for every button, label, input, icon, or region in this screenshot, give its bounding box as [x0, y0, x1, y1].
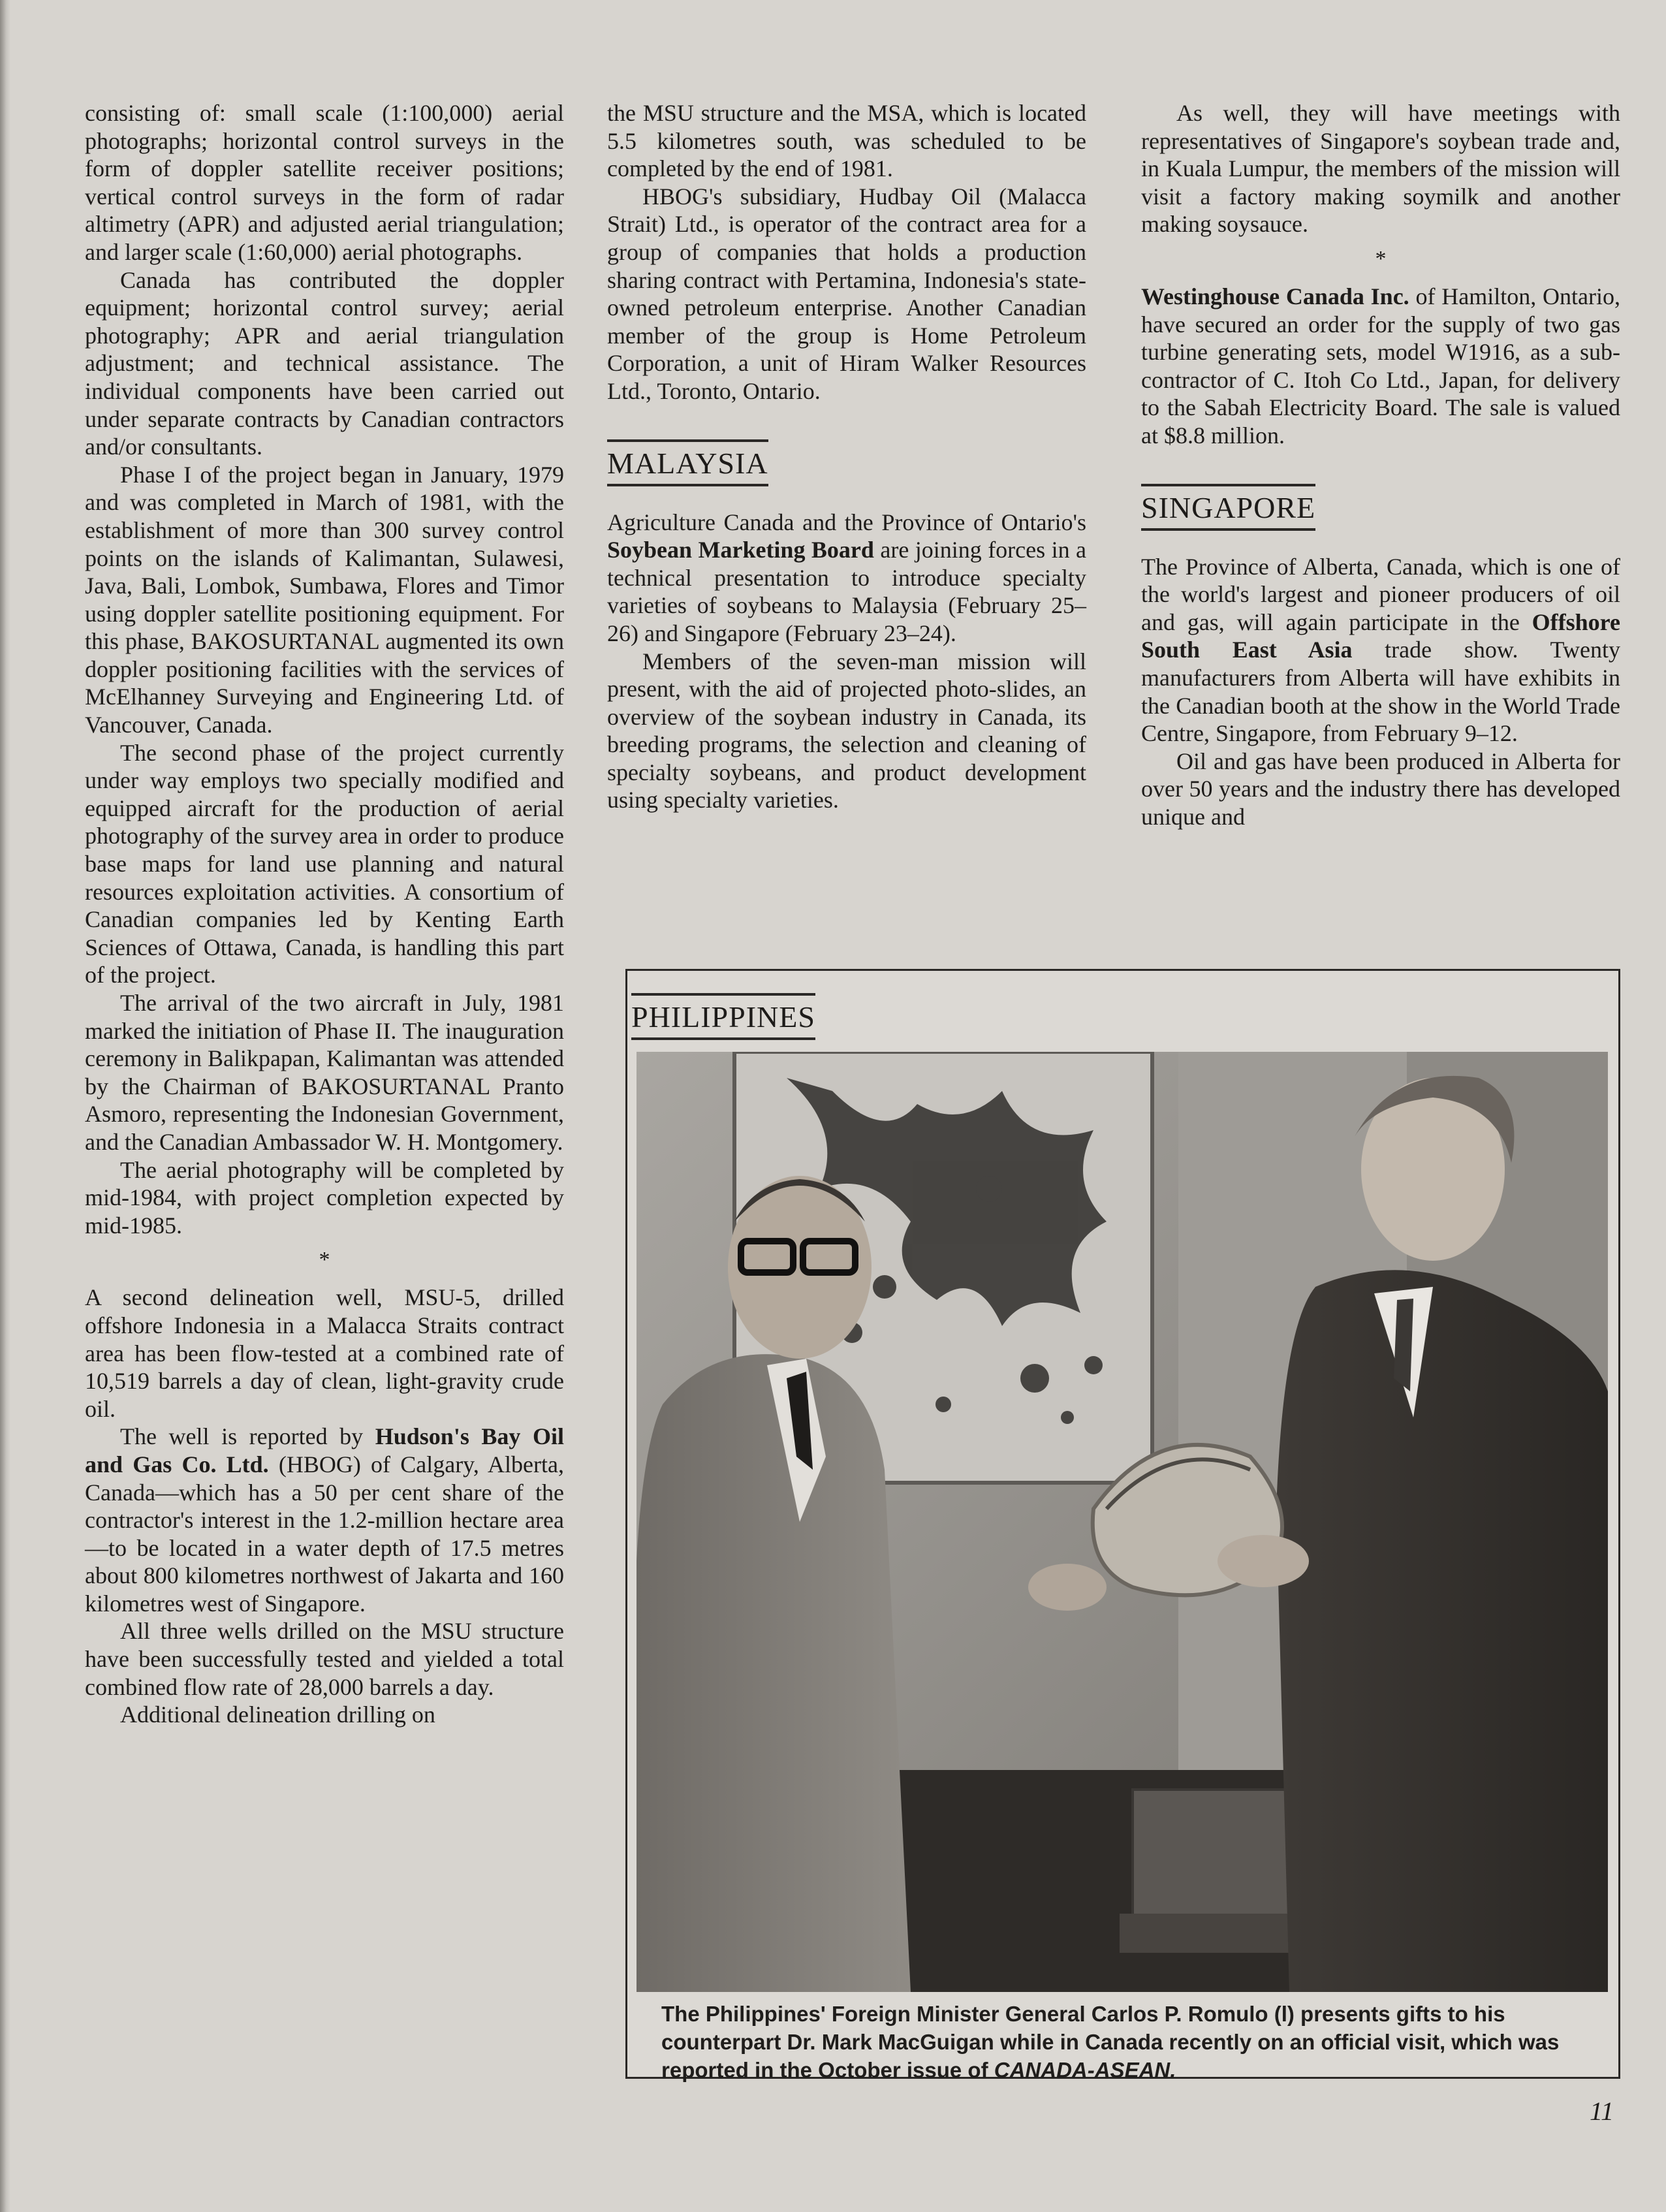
company-name: Hudson's Bay Oil and Gas Co. Ltd. — [85, 1423, 564, 1477]
photo-caption — [661, 2000, 1588, 2084]
paragraph-text: of Hamilton, Ontario, have secured an order for the supply of two gas turbine generating sets, model W1916, as a sub-contractor of C. Itoh Co Ltd., Japan, for delivery to the Sabah Electricity Board. The sale is valued at $8.8 million. — [1141, 283, 1620, 449]
philippines-photo-box — [625, 969, 1620, 2082]
paragraph: Canada has contributed the doppler equipment; horizontal control survey; aerial photography; APR and aerial triangulation adjustment; and technical assistance. The individual components have been carried out under separate contracts by Canadian contractors and/or consultants. — [85, 266, 564, 460]
paragraph — [1141, 283, 1620, 450]
paragraph: The second phase of the project currently under way employs two specially modified and equipped aircraft for the production of aerial photography of the survey area in order to produce base maps for land use planning and natural resources exploitation activities. A consortium of Canadian companies led by Kenting Earth Sciences of Ottawa, Canada, is handling this part of the project. — [85, 739, 564, 988]
paragraph-text: Agriculture Canada and the Province of Ontario's — [607, 509, 1086, 535]
paragraph: consisting of: small scale (1:100,000) aerial photographs; horizontal control surveys in the form of doppler satellite receiver positions; vertical control surveys in the form of radar altimetry (APR) and adjusted aerial triangulation; and larger scale (1:60,000) aerial photographs. — [85, 100, 564, 265]
caption-text: The Philippines' Foreign Minister General Carlos P. Romulo (l) presents gifts to his counterpart Dr. Mark MacGuigan while in Canada recently on an official visit, which was reported in the October issue of — [661, 2002, 1560, 2082]
organization-name: Soybean Marketing Board — [607, 537, 874, 563]
paragraph: A second delineation well, MSU-5, drilled offshore Indonesia in a Malacca Straits contract area has been flow-tested at a combined rate of 10,519 barrels a day of clean, light-gravity crude oil. — [85, 1284, 564, 1422]
paragraph — [85, 1423, 564, 1617]
paragraph: All three wells drilled on the MSU structure have been successfully tested and yielded a total combined flow rate of 28,000 barrels a day. — [85, 1618, 564, 1700]
trade-show-name: Offshore South East Asia — [1141, 608, 1620, 663]
section-heading-malaysia: MALAYSIA — [607, 439, 768, 486]
company-name: Westinghouse Canada Inc. — [1141, 283, 1409, 309]
paragraph: Additional delineation drilling on — [120, 1701, 435, 1728]
paragraph — [607, 509, 1086, 648]
paragraph — [1141, 553, 1620, 748]
photo-illustration — [637, 1052, 1608, 1992]
section-heading-singapore: SINGAPORE — [1141, 484, 1315, 531]
article-column-2 — [607, 99, 1086, 814]
paragraph: Members of the seven-man mission will present, with the aid of projected photo-slides, an overview of the soybean industry in Canada, its breeding programs, the selection and cleaning of specialty soybeans, and product development using specialty varieties. — [607, 648, 1086, 814]
paragraph: HBOG's subsidiary, Hudbay Oil (Malacca Strait) Ltd., is operator of the contract area for a group of companies that holds a production sharing contract with Pertamina, Indonesia's state-owned petroleum enterprise. Another Canadian member of the group is Home Petroleum Corporation, a unit of Hiram Walker Resources Ltd., Toronto, Ontario. — [607, 183, 1086, 404]
section-heading-philippines: PHILIPPINES — [631, 993, 815, 1040]
news-photo — [637, 1052, 1608, 1992]
paragraph: The aerial photography will be completed by mid-1984, with project completion expected by mid-1985. — [85, 1156, 564, 1239]
article-column-3 — [1141, 99, 1620, 830]
paragraph-text: The well is reported by — [120, 1423, 375, 1450]
paragraph-text: trade show. Twenty manufacturers from Alberta will have exhibits in the Canadian booth at the show in the World Trade Centre, Singapore, from February 9–12. — [1141, 637, 1620, 747]
paragraph: the MSU structure and the MSA, which is located 5.5 kilometres south, was scheduled to be completed by the end of 1981. — [607, 100, 1086, 182]
paragraph: Oil and gas have been produced in Alberta for over 50 years and the industry there has developed unique and — [1141, 748, 1620, 830]
paragraph: The arrival of the two aircraft in July, 1981 marked the initiation of Phase II. The inauguration ceremony in Balikpapan, Kalimantan was attended by the Chairman of BAKOSURTANAL Pranto Asmoro, representing the Indonesian Government, and the Canadian Ambassador W. H. Montgomery. — [85, 990, 564, 1155]
page-number: 11 — [1590, 2096, 1614, 2126]
paragraph: Phase I of the project began in January, 1979 and was completed in March of 1981, with the establishment of more than 300 survey control points on the islands of Kalimantan, Sulawesi, Java, Bali, Lombok, Sumbawa, Flores and Timor using doppler satellite positioning equipment. For this phase, BAKOSURTANAL augmented its own doppler positioning facilities with the services of McElhanney Surveying and Engineering Ltd. of Vancouver, Canada. — [85, 461, 564, 738]
article-column-1 — [85, 99, 564, 1729]
paragraph-text: are joining forces in a technical presentation to introduce specialty varieties of soybeans to Malaysia (February 25–26) and Singapore (February 23–24). — [607, 537, 1087, 646]
paragraph: As well, they will have meetings with representatives of Singapore's soybean trade and, in Kuala Lumpur, the members of the mission will visit a factory making soymilk and another making soysauce. — [1141, 100, 1620, 238]
paragraph-text: The Province of Alberta, Canada, which is one of the world's largest and pioneer producers of oil and gas, will again participate in the — [1141, 553, 1620, 635]
page-binding-edge — [0, 0, 10, 2212]
section-separator: * — [1375, 246, 1387, 271]
section-separator: * — [319, 1248, 330, 1272]
publication-title: CANADA-ASEAN. — [994, 2058, 1176, 2082]
paragraph-text: (HBOG) of Calgary, Alberta, Canada—which has a 50 per cent share of the contractor's interest in the 1.2-million hectare area—to be located in a water depth of 17.5 metres about 800 kilometres northwest of Jakarta and 160 kilometres west of Singapore. — [85, 1451, 565, 1617]
